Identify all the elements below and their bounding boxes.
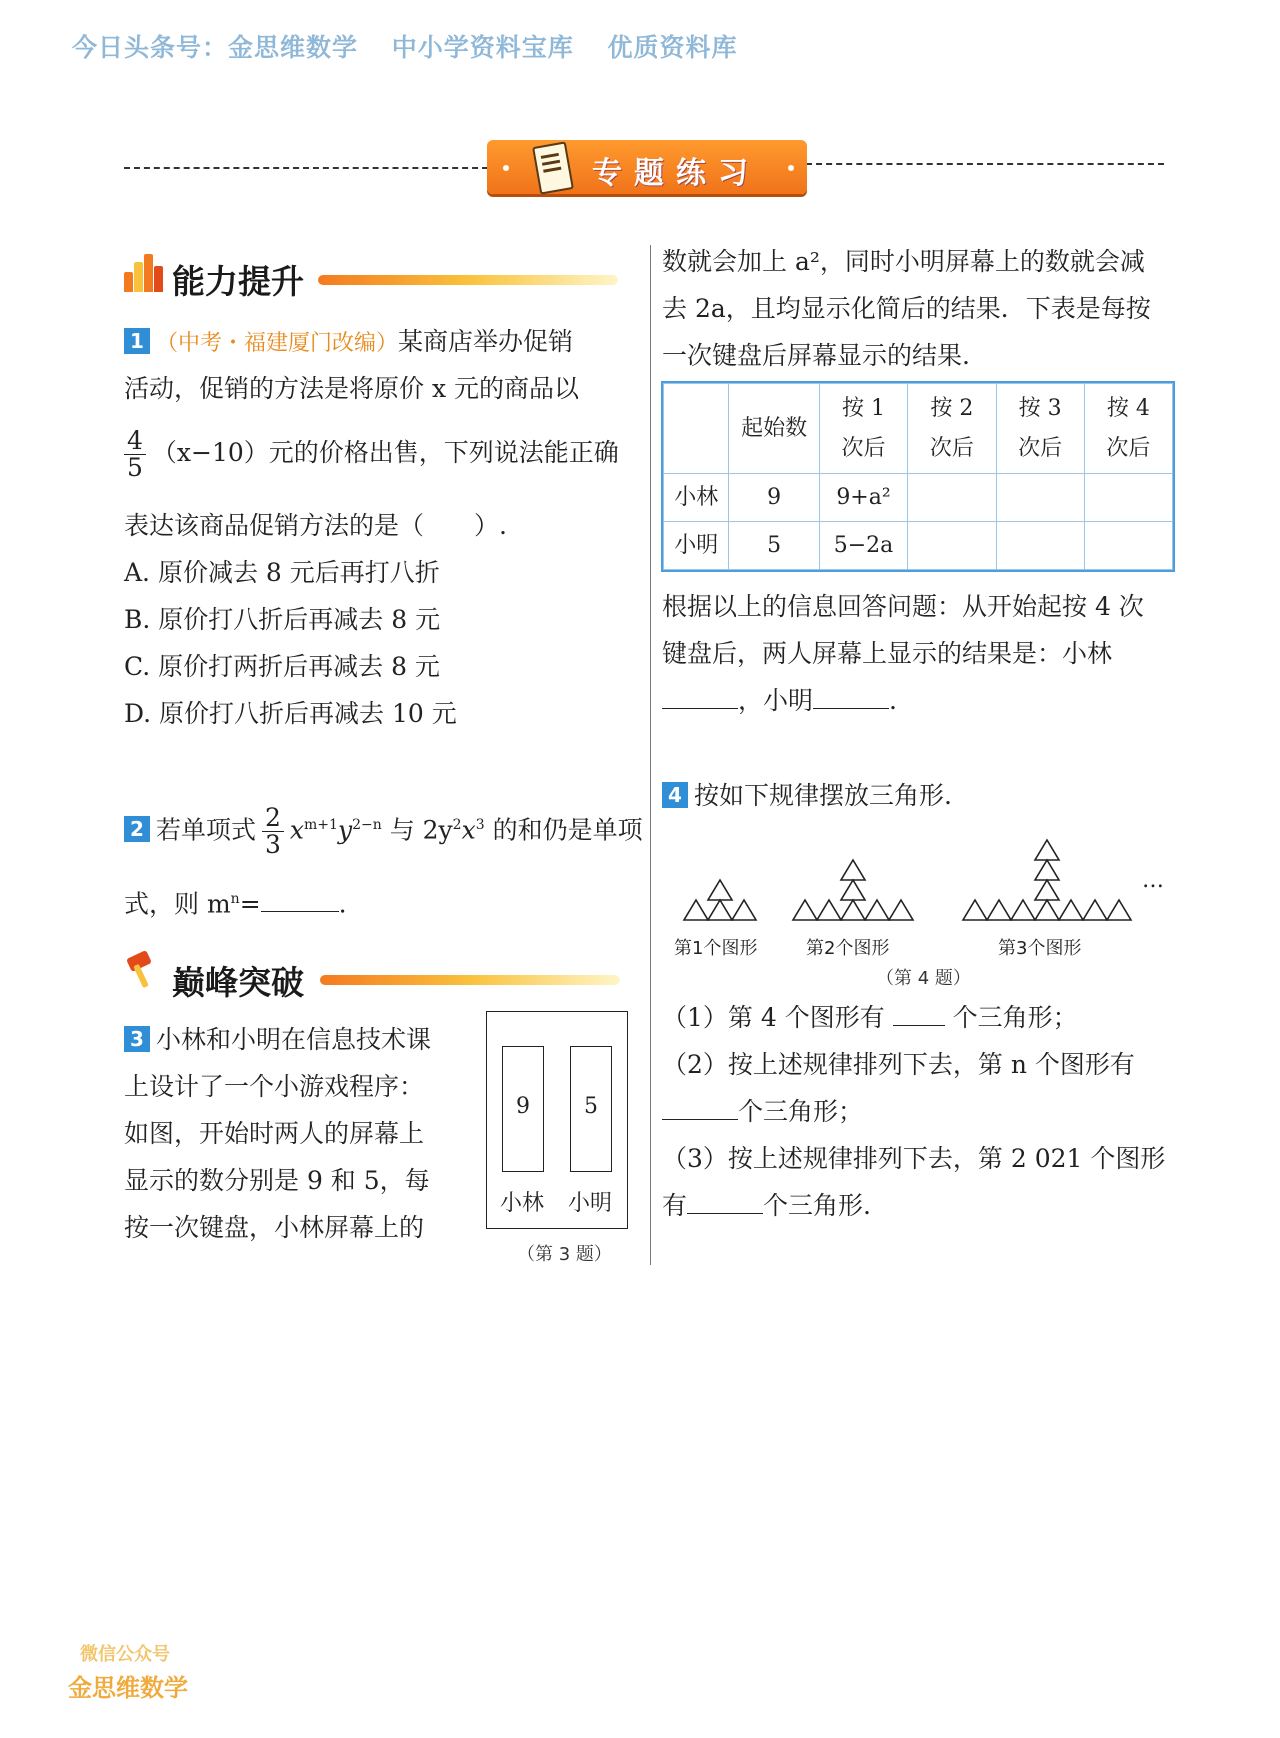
q4-part2b [662, 1088, 863, 1135]
math-exp: 2−n [352, 817, 382, 833]
figure-caption: （第 3 题） [517, 1244, 612, 1265]
triangle-base-1 [708, 900, 732, 920]
q3-text: ，小明 [738, 686, 814, 715]
question-number: 3 [124, 1026, 150, 1052]
q4-text: 按如下规律摆放三角形. [694, 781, 952, 810]
table-row [664, 474, 1173, 522]
bar-chart-icon [124, 250, 164, 292]
triangle-base-2 [865, 900, 889, 920]
screen-value-left: 9 [516, 1094, 530, 1119]
triangle-base-3 [963, 900, 987, 920]
question-number: 1 [124, 328, 150, 354]
answer-blank[interactable] [662, 1119, 738, 1120]
q1-text: 某商店举办促销 [398, 327, 574, 356]
q3-line4: 显示的数分别是 9 和 5，每 [124, 1166, 430, 1195]
q1-text: （x−10）元的价格出售，下列说法能正确 [151, 438, 619, 467]
q3-line1 [124, 1016, 431, 1063]
q3-text: 小林和小明在信息技术课 [156, 1025, 432, 1054]
q1-option-a: A. 原价减去 8 元后再打八折 [124, 558, 440, 587]
watermark-segment: 中小学资料宝库 [391, 33, 574, 62]
answer-blank[interactable] [662, 708, 738, 709]
q3-text: . [889, 686, 897, 715]
triangle-base-2 [817, 900, 841, 920]
triangle-base-2 [889, 900, 913, 920]
result-table [663, 383, 1173, 570]
q1-line2: 活动，促销的方法是将原价 x 元的商品以 [124, 374, 579, 403]
q2-line1 [124, 805, 643, 858]
hammer-icon [124, 948, 164, 990]
q4-part3: （3）按上述规律排列下去，第 2 021 个图形 [662, 1144, 1166, 1173]
q1-source: （中考・福建厦门改编） [156, 331, 399, 356]
watermark-header [72, 28, 761, 64]
answer-blank[interactable] [687, 1213, 763, 1214]
question-number: 4 [662, 782, 688, 808]
fraction-denominator: 5 [127, 453, 143, 482]
banner-rule-right [806, 163, 1164, 165]
banner-dot [503, 165, 509, 171]
screen-name-left: 小林 [500, 1191, 545, 1216]
q4-text: 个三角形. [763, 1191, 871, 1220]
q2-text: 与 2y [389, 815, 453, 845]
table-header-row [664, 384, 1173, 474]
table-header-cell: 按 1 次后 [819, 384, 908, 474]
triangle-stack-1 [708, 880, 732, 900]
q3-right-line3: 一次键盘后屏幕显示的结果. [662, 341, 970, 370]
triangle-base-1 [732, 900, 756, 920]
table-header-cell: 按 4 次后 [1084, 384, 1172, 474]
triangle-base-3 [987, 900, 1011, 920]
q4-title [662, 772, 952, 819]
table-header-cell: 按 3 次后 [996, 384, 1084, 474]
q1-line1 [124, 318, 573, 367]
q3-after-line1: 根据以上的信息回答问题：从开始起按 4 次 [662, 592, 1144, 621]
q3-line3: 如图，开始时两人的屏幕上 [124, 1119, 425, 1148]
table-header-cell [664, 384, 729, 474]
q4-text: 个三角形； [738, 1097, 864, 1126]
watermark-segment: 优质资料库 [607, 33, 738, 62]
triangle-base-3 [1035, 900, 1059, 920]
table-cell: 5−2a [819, 522, 908, 570]
triangle-stack-3 [1035, 860, 1059, 880]
column-divider [650, 245, 651, 1265]
q3-after-line2: 键盘后，两人屏幕上显示的结果是：小林 [662, 639, 1113, 668]
table-cell [1084, 522, 1172, 570]
math-var: x [461, 815, 476, 845]
answer-blank[interactable] [813, 708, 889, 709]
math-var: x [289, 815, 305, 845]
q1-line4: 表达该商品促销方法的是（ ）. [124, 511, 507, 540]
figure-label-1: 第1个图形 [674, 938, 758, 959]
fraction [262, 805, 284, 858]
figure-caption: （第 4 题） [876, 968, 971, 989]
section-title-ability: 能力提升 [172, 262, 304, 301]
q2-text: 式，则 m [124, 889, 231, 919]
triangle-stack-3 [1035, 840, 1059, 860]
q1-option-b: B. 原价打八折后再减去 8 元 [124, 605, 441, 634]
triangle-base-2 [793, 900, 817, 920]
table-header-cell: 按 2 次后 [908, 384, 996, 474]
q2-line2 [124, 876, 347, 927]
answer-blank[interactable] [261, 911, 339, 912]
triangle-base-3 [1011, 900, 1035, 920]
math-exp: m+1 [304, 817, 338, 833]
table-header-cell: 起始数 [729, 384, 819, 474]
section-bar [318, 275, 618, 285]
table-cell [996, 522, 1084, 570]
fraction-denominator: 3 [265, 830, 281, 860]
watermark-segment: 今日头条号：金思维数学 [72, 33, 359, 62]
q3-line5: 按一次键盘，小林屏幕上的 [124, 1213, 425, 1242]
screen-value-right: 5 [584, 1094, 598, 1119]
q4-text: （1）第 4 个图形有 [662, 1003, 885, 1032]
answer-blank[interactable] [893, 1025, 945, 1026]
q1-option-c: C. 原价打两折后再减去 8 元 [124, 652, 440, 681]
triangle-base-3 [1059, 900, 1083, 920]
table-cell [1084, 474, 1172, 522]
q1-line3 [124, 428, 619, 481]
table-cell [908, 474, 996, 522]
q2-text: 的和仍是单项 [492, 815, 643, 845]
figure-label-3: 第3个图形 [998, 938, 1082, 959]
q4-text: 个三角形； [952, 1003, 1078, 1032]
q4-text: 有 [662, 1191, 688, 1220]
q1-option-d: D. 原价打八折后再减去 10 元 [124, 699, 457, 728]
section-bar [320, 975, 620, 985]
screen-name-right: 小明 [568, 1191, 613, 1216]
q3-answer-line [662, 677, 897, 724]
section-title-peak: 巅峰突破 [172, 963, 304, 1002]
q2-text: 若单项式 [156, 815, 257, 845]
figure-label-2: 第2个图形 [806, 938, 890, 959]
banner-rule-left [124, 167, 488, 169]
math-var: y [337, 815, 353, 845]
math-exp: 3 [475, 817, 485, 833]
table-cell: 5 [729, 522, 819, 570]
triangle-stack-2 [841, 880, 865, 900]
q4-part2: （2）按上述规律排列下去，第 n 个图形有 [662, 1050, 1135, 1079]
q3-line2: 上设计了一个小游戏程序： [124, 1072, 425, 1101]
question-number: 2 [124, 816, 150, 842]
footer-wechat: 微信公众号 [80, 1644, 170, 1665]
table-cell: 小明 [664, 522, 729, 570]
table-row [664, 522, 1173, 570]
q2-text: . [338, 889, 347, 919]
table-cell: 9 [729, 474, 819, 522]
ellipsis: … [1142, 868, 1164, 893]
triangle-stack-2 [841, 860, 865, 880]
q3-right-line2: 去 2a，且均显示化简后的结果．下表是每按 [662, 294, 1151, 323]
fraction-numerator: 4 [124, 428, 146, 455]
q4-part1 [662, 994, 1078, 1041]
table-cell [996, 474, 1084, 522]
table-cell: 9+a² [819, 474, 908, 522]
fraction [124, 428, 146, 481]
banner-title: 专题练习 [592, 156, 760, 191]
math-exp: 2 [452, 817, 462, 833]
q4-part3b [662, 1182, 871, 1229]
q3-right-line1: 数就会加上 a²，同时小明屏幕上的数就会减 [662, 247, 1145, 276]
triangle-base-3 [1107, 900, 1131, 920]
banner-dot [788, 165, 794, 171]
triangle-base-3 [1083, 900, 1107, 920]
footer-brand: 金思维数学 [68, 1674, 188, 1702]
math-exp: n [230, 891, 240, 907]
fraction-numerator: 2 [262, 805, 284, 832]
triangle-base-1 [684, 900, 708, 920]
q2-text: = [239, 889, 261, 919]
triangle-stack-3 [1035, 880, 1059, 900]
table-cell: 小林 [664, 474, 729, 522]
triangle-base-2 [841, 900, 865, 920]
table-cell [908, 522, 996, 570]
